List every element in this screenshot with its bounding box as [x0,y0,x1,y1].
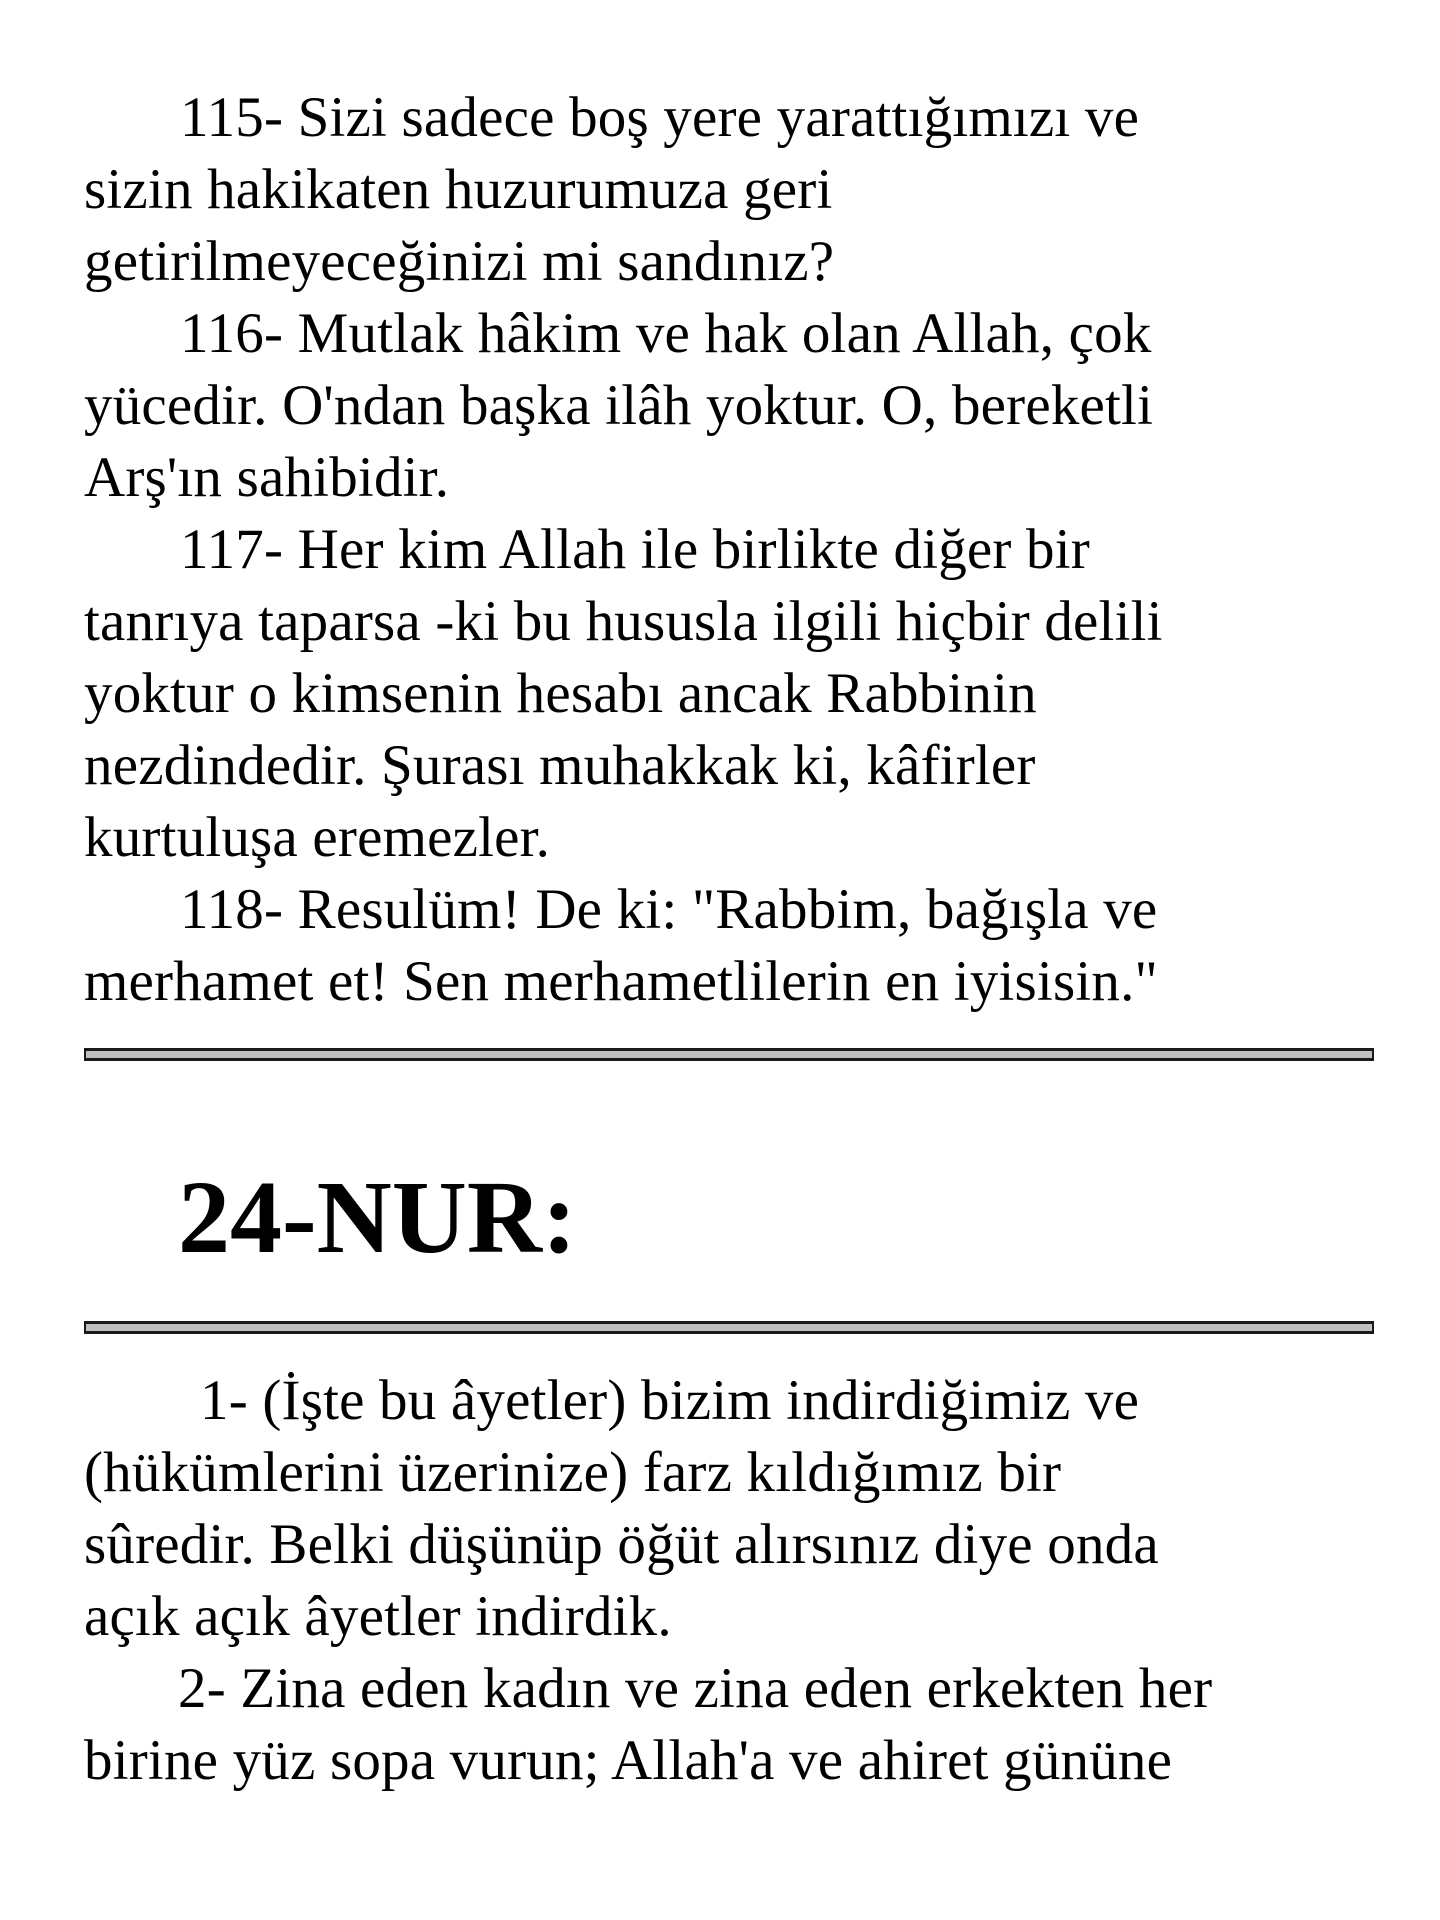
verses-1-2 [84,1365,1384,1797]
verse-115-line-1: 115- Sizi sadece boş yere yarattığımızı ve [180,86,1140,149]
verse-115-line-2: sizin hakikaten huzurumuza geri [84,158,833,221]
verse-117-line-4: nezdindedir. Şurası muhakkak ki, kâfirler [84,734,1036,797]
verse-1-line-2: (hükümlerini üzerinize) farz kıldığımız bir [84,1441,1062,1504]
verse-117-line-2: tanrıya taparsa -ki bu hususla ilgili hiçbir delili [84,590,1163,653]
verse-117-line-5: kurtuluşa eremezler. [84,806,551,869]
verse-118-line-1: 118- Resulüm! De ki: "Rabbim, bağışla ve [180,878,1158,941]
surah-heading: 24-NUR: [178,1160,577,1275]
verse-117-line-1: 117- Her kim Allah ile birlikte diğer bir [180,518,1090,581]
verse-118-line-2: merhamet et! Sen merhametlilerin en iyisisin." [84,950,1158,1013]
horizontal-rule-bottom [84,1321,1374,1334]
verse-116-line-2: yücedir. O'ndan başka ilâh yoktur. O, bereketli [84,374,1154,437]
verse-2-line-2: birine yüz sopa vurun; Allah'a ve ahiret gününe [84,1729,1173,1792]
verse-117-line-3: yoktur o kimsenin hesabı ancak Rabbinin [84,662,1037,725]
verse-115-line-3: getirilmeyeceğinizi mi sandınız? [84,230,835,293]
verses-115-118 [84,82,1384,1018]
verse-1-line-1: 1- (İşte bu âyetler) bizim indirdiğimiz ve [200,1369,1140,1432]
horizontal-rule-top [84,1048,1374,1061]
verse-1-line-4: açık açık âyetler indirdik. [84,1585,672,1648]
verse-116-line-1: 116- Mutlak hâkim ve hak olan Allah, çok [180,302,1152,365]
verse-2-line-1: 2- Zina eden kadın ve zina eden erkekten her [178,1657,1213,1720]
verse-1-line-3: sûredir. Belki düşünüp öğüt alırsınız diye onda [84,1513,1159,1576]
verse-116-line-3: Arş'ın sahibidir. [84,446,450,509]
